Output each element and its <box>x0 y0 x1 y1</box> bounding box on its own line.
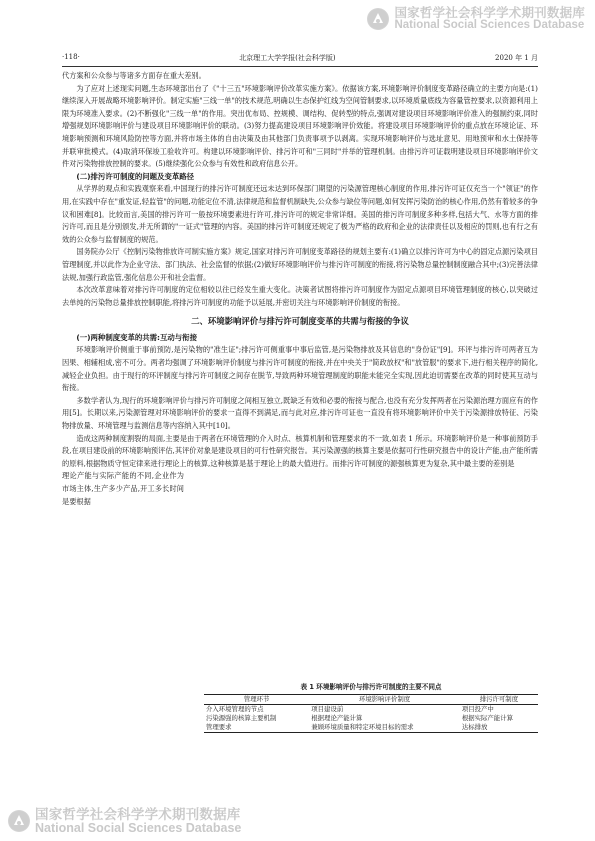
table-row <box>204 705 538 715</box>
paragraph: 理论产能与实际产能的不同,企业作为市场主体,生产多少产品,开工多长时间是要根据 <box>62 471 184 506</box>
watermark-cn: 国家哲学社会科学学术期刊数据库 <box>35 806 241 823</box>
page-number: ·118· <box>62 53 80 61</box>
paragraph: 环境影响评价侧重于事前预防,是污染物的"准生证";排污许可侧重事中事后监管,是污染物排放及其信息的"身份证"[9]。环评与排污许可两者互为因果、相辅相成,密不可分。两者均强调了环境影响评价制度与排污许可制度的衔接,并在中央关于"简政放权"和"放管服"的要求下,进行相关程序的简化,减轻企业负担。由于现行的环评制度与排污许可制度之间存在脱节,导致两种环境管理制度的职能未能完全实现,因此迫切需要在改革的同时使其互动与衔接。 <box>62 345 538 393</box>
table-1 <box>204 683 538 733</box>
paragraph: 国务院办公厅《控制污染物排放许可制实施方案》规定,国家对排污许可制度变革路径的规划主要有:(1)确立以排污许可为中心的固定点源污染项目管理制度,并以此作为企业守法、部门执法、社会监督的依据;(2)做好环境影响评价与排污许可制度的衔接,将污染物总量控制制度融合其中;(3)完善法律法规,加强行政监管,强化信息公开和社会监督。 <box>62 247 538 282</box>
issue-date: 2020 年 1 月 <box>495 54 538 62</box>
paragraph: 从学界的观点和实践观察来看,中国现行的排污许可制度还远未达到环保部门期望的污染源管理核心制度的作用,排污许可证仅充当一个"领证"的作用,在实践中存在"重发证,轻监管"的问题,功能定位不清,法律规范和监督机制缺失,公众参与缺位等问题,如何发挥污染防治的核心作用,仍然有着较多的争议和困难[8]。比较而言,美国的排污许可一般按环境要素进行许可,排污许可的规定非常详细。美国的排污许可制度多种多样,包括大气、水等方面的排污许可,而且是分别颁发,并无所谓的"一证式"管理的内容。美国的排污许可制度还规定了极为严格的政府和企业的法律责任以及相应的罚则,也有行之有效的公众参与监督制度的规范。 <box>62 184 538 244</box>
table-cell: 兼顾环境质量和特定环境目标的需求 <box>311 723 414 731</box>
table-row <box>204 714 538 723</box>
paragraph: 多数学者认为,现行的环境影响评价与排污许可制度之间相互独立,既缺乏有效和必要的衔接与配合,也没有充分发挥两者在污染源治理方面应有的作用[5]。长期以来,污染源管理对环境影响评价的要求一直得不到满足,而与此对应,排污许可证也一直没有将环境影响评价中关于污染源排放特征、污染物排放量、环境管理与监测信息等内容纳入其中[10]。 <box>62 395 538 431</box>
table-cell: 根据理论产能计算 <box>311 714 363 722</box>
table-cell: 根据实际产能计算 <box>461 714 513 722</box>
paragraph: 造成这两种制度割裂的局面,主要是由于两者在环境管理的介入时点、核算机制和管理要求的不一致,如表 1 所示。环境影响评价是一种事前预防手段,在项目建设前的环境影响预评估,其评价对象是建设项目的可行性研究报告。其污染源强的核算主要是依据可行性研究报告中的设计产能,由产能所需的原料,根据物质守恒定律来进行理论上的核算,这种核算是基于理论上的最大值进行。而排污许可制度的源强核算更为复杂,其中最主要的差别是 <box>62 433 538 468</box>
table-cell: 达标排放 <box>461 723 488 731</box>
table-cell: 项目投产中 <box>461 705 494 713</box>
table-header-cell: 环境影响评价制度 <box>359 695 411 703</box>
table-caption: 表 1 环境影响评价与排污许可制度的主要不同点 <box>300 683 442 691</box>
watermark-en: National Social Sciences Database <box>394 19 585 32</box>
subsection-heading: (二)排污许可制度的问题及变革路径 <box>76 171 195 181</box>
paragraph: 代方案和公众参与等诸多方面存在重大差别。 <box>62 71 206 80</box>
watermark-en: National Social Sciences Database <box>35 820 242 835</box>
table-header-row <box>204 695 538 705</box>
table-row <box>204 723 538 733</box>
table-cell: 介入环境管理的节点 <box>206 705 264 713</box>
table-cell: 项目建设前 <box>311 705 344 713</box>
table-cell: 管理要求 <box>206 723 232 731</box>
running-head <box>62 53 538 67</box>
wrapped-text-column <box>62 470 184 508</box>
table-header-cell: 排污许可制度 <box>479 695 519 703</box>
database-watermark-top <box>367 6 585 31</box>
paragraph: 为了应对上述现实问题,生态环境部出台了《"十三五"环境影响评价改革实施方案》。依据该方案,环境影响评价制度变革路径确立的主要方向是:(1)继续深入开展战略环境影响评价。制定实施"三线一单"的技术规范,明确以生态保护红线为空间管制要求,以环境质量底线为容量管控要求,以资源利用上限为环境准入要求。(2)不断强化"三线一单"的作用。突出优布局、控规模、调结构、促转型的特点,强调对建设项目环境影响评价准入的强制约束,同时增强规划环境影响评价与建设项目环境影响评价的联动。(3)努力提高建设项目环境影响评价效能。将建设项目环境影响评价的重点放在环境论证、环境影响预测和环境风险防控等方面,并将市场主体的自由决策及由其他部门负责事项予以剥离。实现环境影响评价与选址意见、用地预审和水土保持等并联审批模式。(4)取消环保竣工验收许可。构建以环境影响评价、排污许可和"三同时"并举的管理机制。由排污许可证载明建设项目环境影响评价文件对污染物排放控制的要求。(5)继续强化公众参与有效性和政府信息公开。 <box>62 83 538 169</box>
database-logo-icon <box>8 810 30 832</box>
database-watermark-bottom <box>8 808 241 835</box>
table-header-cell: 管理环节 <box>243 695 270 703</box>
comparison-table <box>204 694 538 733</box>
article-body <box>62 70 538 508</box>
paragraph: 本次改革意味着对排污许可制度的定位相较以往已经发生重大变化。决策者试图将排污许可制度作为固定点源项目环境管理制度的核心,以突破过去单纯的污染物总量排放控制职能,将排污许可制度的功能予以延展,并密切关注与环境影响评价制度的衔接。 <box>62 285 538 307</box>
database-logo-icon <box>367 8 389 30</box>
table-cell: 污染源强的核算主要机制 <box>206 714 277 722</box>
section-heading: 二、环境影响评价与排污许可制度变革的共需与衔接的争议 <box>191 316 409 327</box>
subsection-heading: (一)两种制度变革的共需:互动与衔接 <box>76 332 197 342</box>
watermark-cn: 国家哲学社会科学学术期刊数据库 <box>394 5 585 20</box>
journal-title: 北京理工大学学报(社会科学版) <box>239 54 336 62</box>
